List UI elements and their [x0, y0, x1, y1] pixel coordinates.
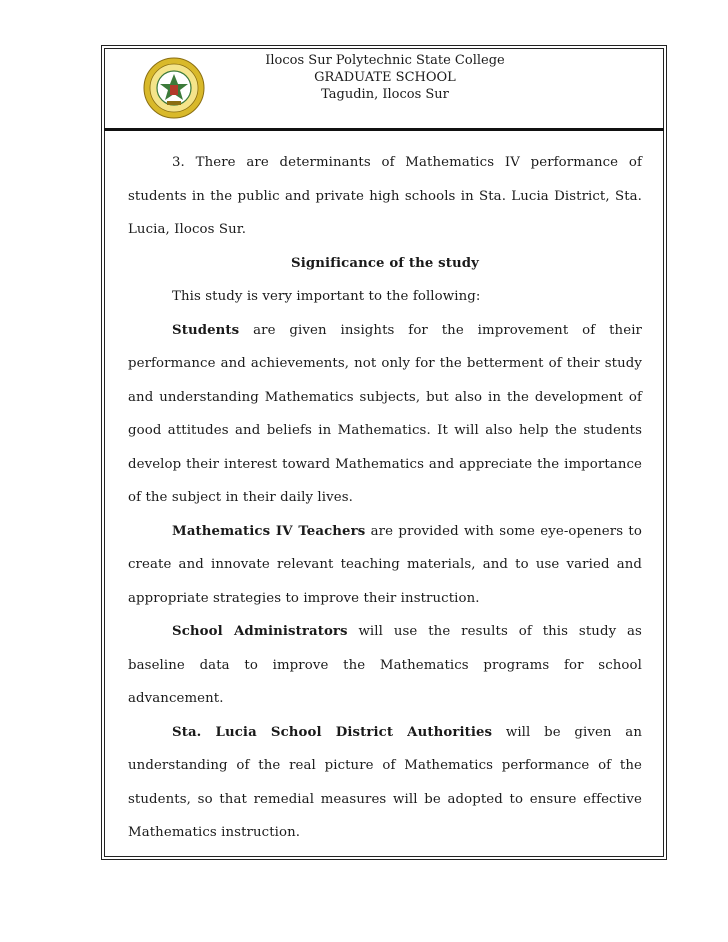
teachers-term: Mathematics IV Teachers	[172, 523, 366, 539]
students-term: Students	[172, 322, 240, 338]
objective-item-3: 3. There are determinants of Mathematics IV performance of students in the public and private high schools in Sta. Lucia District, Sta. Lucia, Ilocos Sur.	[128, 155, 642, 237]
authorities-term: Sta. Lucia School District Authorities	[172, 724, 493, 740]
students-paragraph	[128, 314, 642, 515]
admins-text: will use the results of this study as baseline data to improve the Mathematics programs for school advancement.	[128, 624, 642, 706]
authorities-text: will be given an understanding of the real picture of Mathematics performance of the students, so that remedial measures will be adopted to ensure effective Mathematics instruction.	[128, 724, 642, 840]
header-divider	[104, 128, 664, 131]
school-name: GRADUATE SCHOOL	[314, 70, 456, 85]
college-seal-icon	[143, 57, 205, 119]
teachers-paragraph	[128, 515, 642, 616]
admins-term: School Administrators	[172, 624, 348, 639]
students-text: are given insights for the improvement of their performance and achievements, not only for the betterment of their study and understanding Mathematics subjects, but also in the development of good attitudes and beliefs in Mathematics. It will also help the students develop their interest toward Mathematics and appreciate the importance of the subject in their daily lives.	[128, 322, 642, 505]
letterhead	[210, 52, 560, 103]
admins-paragraph	[128, 615, 642, 716]
document-body	[128, 146, 642, 850]
authorities-paragraph	[128, 716, 642, 850]
intro-paragraph: This study is very important to the following:	[172, 289, 481, 304]
institution-name: Ilocos Sur Polytechnic State College	[265, 53, 505, 68]
section-heading: Significance of the study	[291, 255, 479, 271]
school-location: Tagudin, Ilocos Sur	[321, 87, 449, 102]
teachers-text: are provided with some eye-openers to create and innovate relevant teaching materials, and to use varied and appropriate strategies to improve their instruction.	[128, 523, 642, 606]
